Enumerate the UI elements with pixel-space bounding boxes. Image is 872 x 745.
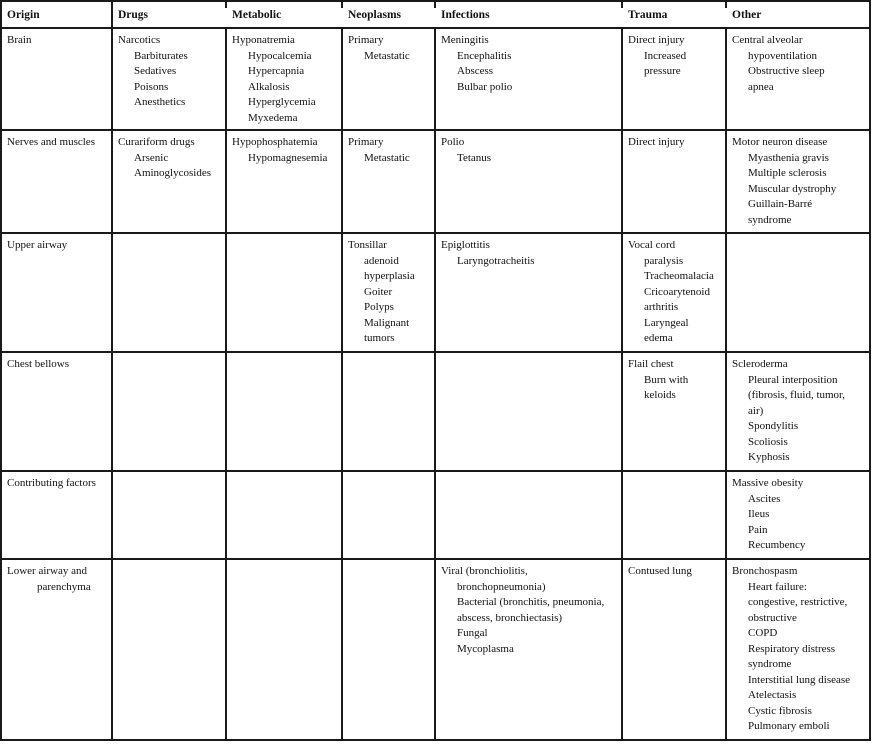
cell-line: air) — [748, 404, 764, 417]
cell-brain-drugs — [113, 29, 227, 131]
cell-nerves-and-muscles-other — [727, 131, 869, 234]
cell-line: Mycoplasma — [457, 642, 514, 655]
cell-line: Pulmonary emboli — [748, 720, 830, 732]
top-border-stub — [621, 0, 623, 8]
cell-line: adenoid — [364, 254, 399, 267]
cell-brain-neoplasms — [343, 29, 436, 131]
cell-chest-bellows-metabolic — [227, 353, 343, 472]
cell-line: Central alveolar — [732, 34, 803, 46]
cell-line: Interstitial lung disease — [748, 673, 851, 686]
cell-line: Burn with — [644, 373, 689, 386]
cell-line: Contused lung — [628, 565, 692, 577]
cell-line: Tetanus — [457, 151, 492, 164]
cell-line: pressure — [644, 65, 681, 77]
column-header-infections: Infections — [436, 2, 623, 29]
cell-line: Nerves and muscles — [7, 136, 95, 148]
cell-line: Poisons — [134, 80, 169, 93]
cell-line: Hypercapnia — [248, 65, 305, 77]
cell-line: Epiglottitis — [441, 239, 490, 251]
cell-line: Vocal cord — [628, 239, 676, 251]
cell-line: Lower airway and — [7, 565, 88, 577]
cell-line: Increased — [644, 49, 687, 62]
cell-line: (fibrosis, fluid, tumor, — [748, 389, 846, 401]
cell-line: Narcotics — [118, 34, 161, 46]
cell-contributing-factors-infections — [436, 472, 623, 560]
cell-line: Kyphosis — [748, 451, 790, 463]
cell-line: Pain — [748, 523, 768, 536]
cell-line: Anesthetics — [134, 96, 186, 108]
cell-line: Bulbar polio — [457, 80, 513, 93]
cell-lower-airway-and-parenchyma-trauma — [623, 560, 727, 739]
column-header-metabolic: Metabolic — [227, 2, 343, 29]
cell-line: Respiratory distress — [748, 642, 836, 655]
cell-line: hyperplasia — [364, 270, 415, 282]
top-border-stub — [341, 0, 343, 8]
top-border-stub — [725, 0, 727, 8]
cell-line: Flail chest — [628, 358, 674, 370]
cell-line: Direct injury — [628, 34, 685, 46]
top-border-stub — [434, 0, 436, 8]
cell-line: apnea — [748, 80, 774, 93]
cell-contributing-factors-neoplasms — [343, 472, 436, 560]
cell-line: Tonsillar — [348, 239, 387, 251]
cell-contributing-factors-other — [727, 472, 869, 560]
cell-lower-airway-and-parenchyma-drugs — [113, 560, 227, 739]
cell-line: Hypocalcemia — [248, 49, 312, 62]
cell-nerves-and-muscles-drugs — [113, 131, 227, 234]
column-header-other: Other — [727, 2, 869, 29]
cell-line: Spondylitis — [748, 420, 799, 432]
cell-lower-airway-and-parenchyma-metabolic — [227, 560, 343, 739]
cell-contributing-factors-drugs — [113, 472, 227, 560]
cell-line: Chest bellows — [7, 358, 70, 370]
cell-line: obstructive — [748, 611, 797, 624]
cell-line: Massive obesity — [732, 477, 804, 489]
cell-chest-bellows-drugs — [113, 353, 227, 472]
cell-line: Hyponatremia — [232, 34, 295, 46]
cell-line: Aminoglycosides — [134, 167, 211, 179]
cell-line: Malignant — [364, 316, 410, 329]
cell-nerves-and-muscles-infections — [436, 131, 623, 234]
cell-brain-infections — [436, 29, 623, 131]
cell-line: Barbiturates — [134, 49, 188, 62]
cell-line: Myasthenia gravis — [748, 151, 829, 164]
cell-line: Encephalitis — [457, 49, 512, 62]
cell-line: Hypophosphatemia — [232, 136, 318, 148]
cell-chest-bellows-other — [727, 353, 869, 472]
cell-line: parenchyma — [37, 580, 91, 593]
cell-line: Ileus — [748, 508, 770, 520]
cell-lower-airway-and-parenchyma-infections — [436, 560, 623, 739]
cell-line: Laryngotracheitis — [457, 254, 535, 267]
cell-line: Fungal — [457, 627, 488, 639]
cell-line: Curariform drugs — [118, 136, 195, 148]
cell-nerves-and-muscles-neoplasms — [343, 131, 436, 234]
cell-line: Obstructive sleep — [748, 65, 825, 77]
cell-lower-airway-and-parenchyma-other — [727, 560, 869, 739]
top-border-stub — [225, 0, 227, 8]
cell-nerves-and-muscles-trauma — [623, 131, 727, 234]
cell-line: syndrome — [748, 658, 792, 670]
cell-chest-bellows-trauma — [623, 353, 727, 472]
cell-line: Tracheomalacia — [644, 270, 714, 282]
cell-upper-airway-neoplasms — [343, 234, 436, 353]
cell-line: Arsenic — [134, 151, 169, 164]
cell-upper-airway-other — [727, 234, 869, 353]
column-header-trauma: Trauma — [623, 2, 727, 29]
cell-line: Abscess — [457, 65, 494, 77]
cell-line: Upper airway — [7, 239, 68, 251]
column-header-neoplasms: Neoplasms — [343, 2, 436, 29]
cell-line: Motor neuron disease — [732, 136, 828, 148]
cell-line: Scoliosis — [748, 435, 788, 448]
cell-line: keloids — [644, 389, 676, 401]
cell-brain-metabolic — [227, 29, 343, 131]
cell-line: Myxedema — [248, 111, 298, 124]
cell-line: Metastatic — [364, 151, 410, 164]
cell-line: Bacterial (bronchitis, pneumonia, — [457, 596, 605, 608]
top-border-stub — [111, 0, 113, 8]
cell-line: Direct injury — [628, 136, 685, 148]
cell-line: COPD — [748, 627, 778, 639]
cell-chest-bellows-infections — [436, 353, 623, 472]
cell-line: Bronchospasm — [732, 565, 798, 577]
cell-brain-origin — [2, 29, 113, 131]
column-header-origin: Origin — [2, 2, 113, 29]
cell-chest-bellows-origin — [2, 353, 113, 472]
cell-contributing-factors-metabolic — [227, 472, 343, 560]
cell-line: bronchopneumonia) — [457, 580, 546, 593]
cell-line: Primary — [348, 34, 384, 46]
cell-line: paralysis — [644, 254, 684, 267]
cell-line: Sedatives — [134, 65, 177, 77]
cell-lower-airway-and-parenchyma-origin — [2, 560, 113, 739]
cell-line: Heart failure: — [748, 580, 807, 593]
cell-upper-airway-origin — [2, 234, 113, 353]
cell-line: Cricoarytenoid — [644, 285, 710, 298]
cell-line: Goiter — [364, 285, 393, 298]
cell-contributing-factors-origin — [2, 472, 113, 560]
cell-line: Recumbency — [748, 539, 806, 551]
cell-line: arthritis — [644, 301, 679, 313]
cell-line: Polio — [441, 136, 465, 148]
cell-line: Contributing factors — [7, 477, 96, 489]
cell-line: edema — [644, 332, 673, 344]
column-header-drugs: Drugs — [113, 2, 227, 29]
cell-line: Alkalosis — [248, 80, 290, 93]
cell-contributing-factors-trauma — [623, 472, 727, 560]
cell-chest-bellows-neoplasms — [343, 353, 436, 472]
cell-line: Brain — [7, 34, 32, 46]
cell-line: Laryngeal — [644, 316, 689, 329]
cell-nerves-and-muscles-origin — [2, 131, 113, 234]
cell-line: Hyperglycemia — [248, 96, 316, 108]
cell-upper-airway-trauma — [623, 234, 727, 353]
cell-line: Guillain-Barré — [748, 198, 813, 210]
cell-line: Muscular dystrophy — [748, 182, 837, 195]
cell-line: Viral (bronchiolitis, — [441, 565, 528, 577]
cell-line: tumors — [364, 332, 395, 344]
cell-upper-airway-metabolic — [227, 234, 343, 353]
cell-line: hypoventilation — [748, 49, 818, 62]
cell-line: Scleroderma — [732, 358, 788, 370]
cell-line: Primary — [348, 136, 384, 148]
cell-line: abscess, bronchiectasis) — [457, 611, 563, 624]
cell-brain-trauma — [623, 29, 727, 131]
cell-line: Hypomagnesemia — [248, 151, 328, 164]
cell-line: Pleural interposition — [748, 373, 838, 386]
cell-upper-airway-drugs — [113, 234, 227, 353]
cell-line: Cystic fibrosis — [748, 704, 812, 717]
cell-line: Meningitis — [441, 34, 489, 46]
cell-upper-airway-infections — [436, 234, 623, 353]
cell-lower-airway-and-parenchyma-neoplasms — [343, 560, 436, 739]
cell-brain-other — [727, 29, 869, 131]
cell-line: Atelectasis — [748, 689, 797, 701]
cell-line: Multiple sclerosis — [748, 167, 827, 179]
cell-nerves-and-muscles-metabolic — [227, 131, 343, 234]
cell-line: congestive, restrictive, — [748, 596, 848, 608]
cell-line: Ascites — [748, 492, 781, 505]
cell-line: Polyps — [364, 301, 394, 313]
cell-line: Metastatic — [364, 49, 410, 62]
cell-line: syndrome — [748, 213, 792, 226]
